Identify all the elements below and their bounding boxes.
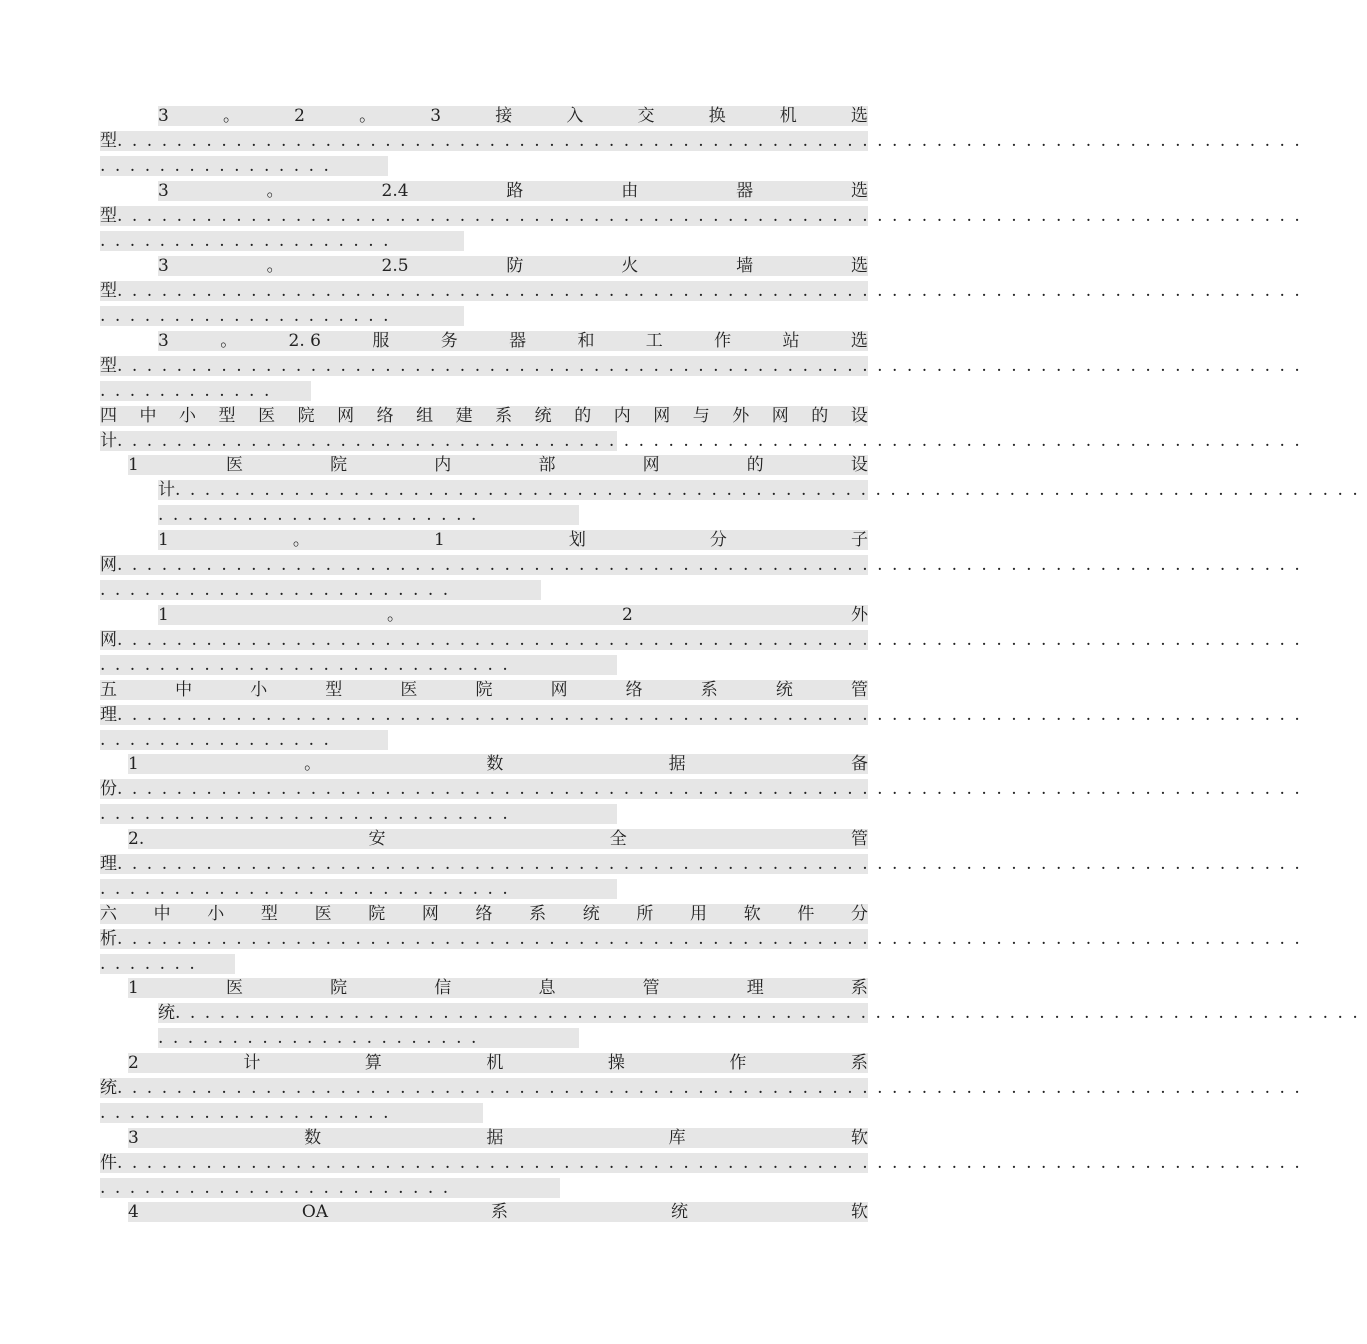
toc-leader-line [100,281,1310,301]
toc-leader-text: 型 [100,131,117,151]
toc-entry-text: 络 [376,406,394,426]
toc-entry-text: 作 [729,1053,747,1073]
toc-leader-dots-continued: ............................ [100,655,617,675]
toc-entry-text: 系 [529,904,547,924]
toc-entry-text: 1 [158,605,169,625]
toc-entry-title[interactable] [128,455,868,475]
toc-entry-text: 选 [850,256,868,276]
toc-entry-text: 。 [359,106,377,126]
toc-entry-text: 系 [850,978,868,998]
toc-entry-text: 机 [486,1053,504,1073]
toc-entry-title[interactable] [158,181,868,201]
toc-leader-text: 件 [100,1153,117,1173]
toc-leader-dots: ................................................................................ [117,206,1310,226]
toc-leader-dots-continued: ................ [100,730,388,750]
toc-entry-text: 操 [607,1053,625,1073]
toc-leader-text: 计 [158,480,175,500]
toc-entry-text: 数 [486,754,504,774]
toc-entry-text: 。 [222,106,240,126]
toc-entry-text: 统 [582,904,600,924]
toc-entry-text: 与 [692,406,710,426]
toc-entry-text: 据 [486,1128,504,1148]
toc-entry-text: 管 [850,680,868,700]
toc-entry-text: 医 [314,904,332,924]
toc-entry-text: 中 [139,406,157,426]
toc-entry-text: 中 [175,680,193,700]
toc-entry-text: 管 [642,978,660,998]
toc-entry-text: 理 [746,978,764,998]
toc-entry-text: 工 [645,331,663,351]
toc-entry-title[interactable] [100,406,868,426]
toc-entry-text: 墙 [736,256,754,276]
toc-entry-text: 建 [455,406,473,426]
toc-entry-text: 用 [690,904,708,924]
toc-leader-dots: ................................................................................ [117,630,1310,650]
toc-entry-text: 1 [433,530,445,550]
toc-leader-line [100,854,1310,874]
toc-entry-text: 件 [797,904,815,924]
toc-entry-text: 器 [736,181,754,201]
toc-entry-text: 路 [506,181,524,201]
toc-leader-dots-continued: .................... [100,1103,483,1123]
toc-entry-text: 选 [850,106,868,126]
toc-entry-text: 五 [100,680,117,700]
toc-leader-line [100,431,1310,451]
toc-entry-text: 型 [260,904,278,924]
toc-leader-line [100,206,1310,226]
toc-entry-text: 小 [179,406,197,426]
toc-leader-dots-continued: ............ [100,381,311,401]
toc-entry-text: 数 [304,1128,322,1148]
toc-entry-text: 器 [509,331,527,351]
toc-entry-text: 络 [475,904,493,924]
toc-leader-line [100,1078,1310,1098]
toc-leader-dots-continued: ............................ [100,879,617,899]
toc-entry-text: 设 [850,406,868,426]
toc-leader-dots: ................................................................................ [117,555,1310,575]
toc-entry-text: 软 [743,904,761,924]
toc-entry-text: 院 [297,406,315,426]
toc-leader-line [100,779,1310,799]
toc-entry-text: 中 [153,904,171,924]
toc-entry-text: 据 [668,754,686,774]
toc-leader-dots-continued: ...................... [158,505,579,525]
toc-entry-title[interactable] [128,1202,868,1222]
toc-entry-text: 2. [128,829,145,849]
toc-leader-dots: ................................................................................ [117,1078,1310,1098]
toc-leader-dots: ................................................................................ [117,1153,1310,1173]
toc-leader-dots-continued: .................... [100,231,464,251]
toc-entry-text: 系 [491,1202,509,1222]
toc-entry-text: 医 [400,680,418,700]
toc-entry-text: 院 [368,904,386,924]
toc-entry-text: OA [301,1202,329,1222]
toc-entry-text: 全 [609,829,627,849]
toc-leader-text: 理 [100,705,117,725]
toc-leader-dots-continued: ........................ [100,580,541,600]
toc-entry-text: 医 [258,406,276,426]
toc-leader-line [100,1153,1310,1173]
toc-entry-text: 分 [850,904,868,924]
toc-entry-text: 网 [550,680,568,700]
toc-entry-text: 2.4 [381,181,409,201]
toc-leader-text: 份 [100,779,117,799]
toc-entry-text: 机 [779,106,797,126]
toc-entry-text: 。 [292,530,310,550]
toc-entry-text: 部 [538,455,556,475]
toc-entry-text: 2 [622,605,633,625]
toc-entry-text: 。 [220,331,238,351]
toc-leader-dots: ................................................................................ [117,356,1310,376]
toc-entry-title[interactable] [158,530,868,550]
toc-entry-title[interactable] [128,1128,868,1148]
toc-entry-text: 划 [568,530,586,550]
toc-entry-text: 外 [732,406,750,426]
toc-entry-text: 3 [158,331,169,351]
toc-leader-text: 析 [100,929,117,949]
toc-entry-text: 软 [850,1202,868,1222]
toc-entry-text: 所 [636,904,654,924]
toc-entry-text: 分 [709,530,727,550]
toc-entry-text: 3 [158,256,169,276]
toc-entry-title[interactable] [128,1053,868,1073]
toc-entry-text: 统 [671,1202,688,1222]
toc-entry-text: 和 [577,331,595,351]
toc-leader-dots: ................................................................................ [117,281,1310,301]
toc-entry-text: 1 [128,978,139,998]
toc-entry-text: 。 [304,754,322,774]
toc-entry-text: 。 [266,256,284,276]
toc-entry-text: 。 [266,181,284,201]
toc-entry-text: 4 [128,1202,139,1222]
toc-entry-text: 火 [621,256,639,276]
toc-entry-text: 型 [218,406,236,426]
toc-entry-title[interactable] [128,754,868,774]
toc-entry-text: 信 [434,978,452,998]
toc-entry-text: 四 [100,406,117,426]
toc-leader-dots: ................................................................................ [117,705,1310,725]
toc-entry-text: 系 [850,1053,868,1073]
toc-entry-text: 统 [775,680,793,700]
toc-entry-text: 1 [128,455,139,475]
toc-entry-text: 网 [642,455,660,475]
toc-entry-title[interactable] [100,680,868,700]
toc-entry-text: 服 [372,331,390,351]
toc-leader-dots: ................................................................................ [117,131,1310,151]
toc-leader-text: 网 [100,630,117,650]
toc-entry-text: 组 [416,406,434,426]
toc-leader-text: 理 [100,854,117,874]
toc-entry-text: 换 [708,106,726,126]
toc-leader-dots-continued: .................... [100,306,464,326]
toc-entry-text: 2 [128,1053,139,1073]
toc-leader-dots: ................................................................................ [117,854,1310,874]
toc-entry-text: 3 [430,106,442,126]
toc-entry-text: 网 [771,406,789,426]
toc-entry-text: 的 [746,455,764,475]
toc-entry-text: 网 [421,904,439,924]
toc-entry-text: 院 [330,978,348,998]
toc-entry-text: 的 [574,406,592,426]
toc-leader-line [100,131,1310,151]
toc-leader-dots-continued: ........................ [100,1178,560,1198]
toc-entry-text: 1 [128,754,139,774]
toc-entry-text: 设 [850,455,868,475]
toc-entry-text: 选 [850,331,868,351]
toc-entry-text: 计 [243,1053,261,1073]
toc-entry-text: 1 [158,530,169,550]
toc-leader-dots-continued: ....... [100,954,235,974]
toc-entry-text: 网 [653,406,671,426]
toc-entry-text: 库 [668,1128,686,1148]
toc-entry-text: 管 [850,829,868,849]
toc-entry-title[interactable] [128,978,868,998]
toc-entry-title[interactable] [128,829,868,849]
toc-leader-dots: ................................................................................ [117,431,1310,451]
toc-leader-line [100,630,1310,650]
toc-entry-text: 外 [850,605,868,625]
toc-leader-text: 网 [100,555,117,575]
toc-entry-text: 2. 6 [288,331,321,351]
toc-entry-text: 六 [100,904,117,924]
toc-leader-text: 计 [100,431,117,451]
toc-entry-text: 防 [506,256,524,276]
toc-entry-title[interactable] [158,331,868,351]
toc-leader-text: 统 [158,1003,175,1023]
toc-entry-text: 统 [534,406,552,426]
toc-entry-text: 网 [337,406,355,426]
toc-leader-line [158,1003,1367,1023]
toc-entry-text: 备 [850,754,868,774]
toc-leader-dots-continued: ............................ [100,804,617,824]
toc-entry-text: 3 [128,1128,139,1148]
toc-entry-text: 型 [325,680,343,700]
toc-entry-text: 2 [294,106,305,126]
toc-entry-text: 院 [330,455,348,475]
toc-entry-text: 安 [368,829,386,849]
toc-entry-text: 医 [225,978,243,998]
toc-entry-text: 络 [625,680,643,700]
toc-entry-text: 子 [850,530,868,550]
toc-entry-text: 3 [158,181,169,201]
toc-entry-text: 小 [207,904,225,924]
toc-entry-text: 算 [364,1053,382,1073]
toc-entry-text: 站 [782,331,800,351]
toc-entry-text: 小 [250,680,268,700]
toc-entry-text: 2.5 [381,256,409,276]
toc-entry-text: 务 [440,331,458,351]
toc-entry-text: 内 [434,455,452,475]
toc-entry-text: 医 [225,455,243,475]
toc-leader-dots: ................................................................................ [175,480,1367,500]
toc-leader-dots: ................................................................................ [117,779,1310,799]
toc-entry-text: 系 [700,680,718,700]
toc-leader-text: 型 [100,206,117,226]
toc-entry-text: 内 [613,406,631,426]
toc-entry-title[interactable] [158,605,868,625]
toc-entry-text: 由 [621,181,639,201]
toc-leader-dots-continued: ...................... [158,1028,579,1048]
toc-entry-text: 系 [495,406,513,426]
toc-entry-title[interactable] [158,106,868,126]
toc-entry-text: 的 [811,406,829,426]
toc-leader-dots: ................................................................................ [117,929,1310,949]
toc-entry-text: 入 [566,106,584,126]
toc-leader-text: 型 [100,356,117,376]
toc-entry-text: 选 [850,181,868,201]
toc-leader-line [100,705,1310,725]
toc-entry-text: 院 [475,680,493,700]
toc-entry-text: 3 [158,106,169,126]
toc-leader-dots: ................................................................................ [175,1003,1367,1023]
toc-leader-line [100,929,1310,949]
toc-entry-text: 息 [538,978,556,998]
toc-leader-line [100,356,1310,376]
toc-leader-line [100,555,1310,575]
toc-leader-text: 统 [100,1078,117,1098]
toc-entry-text: 作 [714,331,732,351]
toc-leader-line [158,480,1367,500]
toc-leader-dots-continued: ................ [100,156,388,176]
toc-entry-title[interactable] [158,256,868,276]
toc-entry-text: 。 [386,605,404,625]
toc-entry-text: 软 [850,1128,868,1148]
toc-entry-text: 交 [637,106,655,126]
toc-leader-text: 型 [100,281,117,301]
toc-entry-title[interactable] [100,904,868,924]
toc-entry-text: 接 [495,106,513,126]
